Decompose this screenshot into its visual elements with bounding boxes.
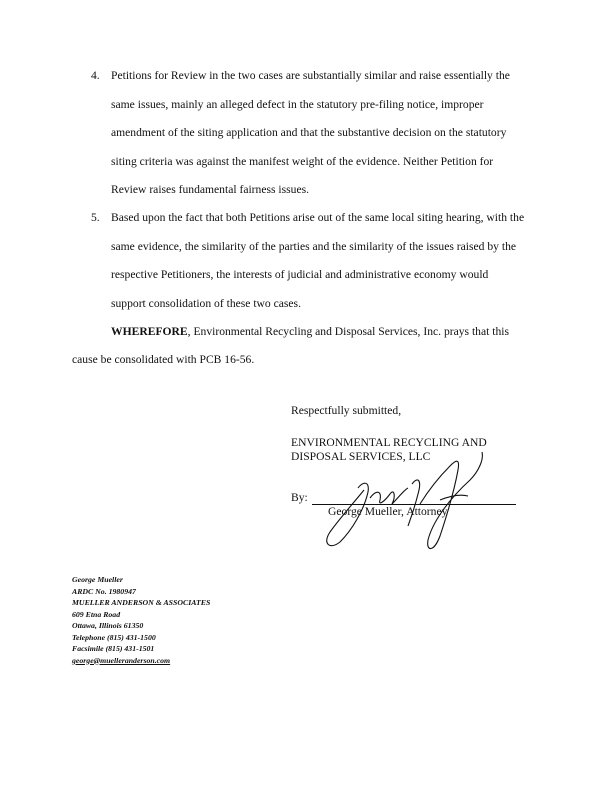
closing-text: Respectfully submitted, xyxy=(291,404,402,417)
by-label: By: xyxy=(291,491,308,504)
facsimile: Facsimile (815) 431-1501 xyxy=(72,644,155,653)
wherefore-line-1 xyxy=(111,318,509,347)
paragraph-line: Review raises fundamental fairness issues. xyxy=(111,183,310,196)
handwritten-signature xyxy=(300,440,500,560)
paragraph-line: respective Petitioners, the interests of judicial and administrative economy would xyxy=(111,268,489,281)
telephone: Telephone (815) 431-1500 xyxy=(72,632,156,642)
wherefore-text: , Environmental Recycling and Disposal Services, Inc. prays that this xyxy=(187,325,509,338)
email-link[interactable]: george@muelleranderson.com xyxy=(72,655,171,665)
paragraph-line: amendment of the siting application and that the substantive decision on the statutory xyxy=(111,126,507,139)
company-name-line: ENVIRONMENTAL RECYCLING AND xyxy=(291,436,487,449)
attorney-name: George Mueller xyxy=(72,575,123,584)
wherefore-line-2: cause be consolidated with PCB 16-56. xyxy=(72,353,255,366)
paragraph-line: support consolidation of these two cases. xyxy=(111,296,301,310)
paragraph-line: same issues, mainly an alleged defect in the statutory pre-filing notice, improper xyxy=(111,97,484,111)
paragraph-line: Based upon the fact that both Petitions arise out of the same local siting hearing, with the xyxy=(111,211,525,224)
attorney-address-block xyxy=(72,574,210,666)
wherefore-label: WHEREFORE xyxy=(111,325,188,338)
paragraph-line: same evidence, the similarity of the parties and the similarity of the issues raised by the xyxy=(111,239,517,253)
paragraph-number: 5. xyxy=(91,211,100,224)
signer-name: George Mueller, Attorney xyxy=(328,505,448,518)
street-address: 609 Etna Road xyxy=(72,609,121,619)
paragraph-number: 4. xyxy=(91,69,100,82)
company-name-line: DISPOSAL SERVICES, LLC xyxy=(291,450,431,463)
paragraph-line: siting criteria was against the manifest weight of the evidence. Neither Petition for xyxy=(111,154,494,168)
firm-name: MUELLER ANDERSON & ASSOCIATES xyxy=(72,598,211,607)
city-state-zip: Ottawa, Illinois 61350 xyxy=(72,621,144,630)
paragraph-line: Petitions for Review in the two cases are substantially similar and raise essentially the xyxy=(111,69,510,82)
ardc-number: ARDC No. 1980947 xyxy=(72,586,136,596)
